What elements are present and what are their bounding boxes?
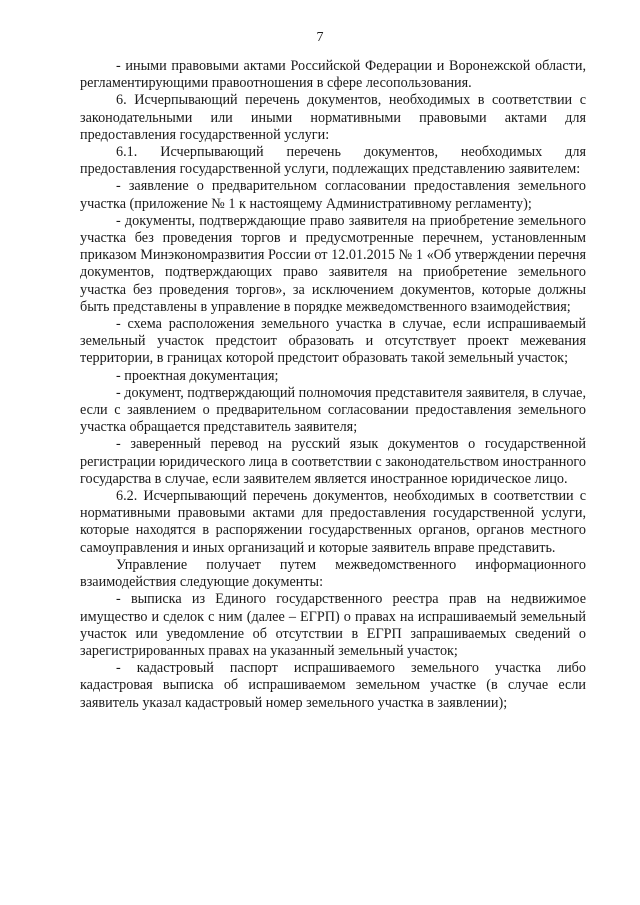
list-item-representative-authority: - документ, подтверждающий полномочия представителя заявителя, в случае, если с заявлением о предварительном согласовании предоставления земельного участка обращается представитель заявителя; xyxy=(80,384,586,436)
list-item-egrp-extract: - выписка из Единого государственного реестра прав на недвижимое имущество и сделок с ним (далее – ЕГРП) о правах на испрашиваемый земельный участок или уведомление об отсутствии в ЕГРП запрашиваемых сведений о зарегистрированных правах на указанный земельный участок; xyxy=(80,591,586,659)
paragraph-section-6-1: 6.1. Исчерпывающий перечень документов, необходимых для предоставления государственной услуги, подлежащих представлению заявителем: xyxy=(80,144,586,178)
list-item-cadastral-passport: - кадастровый паспорт испрашиваемого земельного участка либо кадастровая выписка об испрашиваемом земельном участке (в случае если заявитель указал кадастровый номер земельного участка в заявлении); xyxy=(80,660,586,711)
paragraph-interagency-intro: Управление получает путем межведомственного информационного взаимодействия следующие документы: xyxy=(80,556,586,591)
list-item-application: - заявление о предварительном согласовании предоставления земельного участка (приложение № 1 к настоящему Административному регламенту); xyxy=(80,178,586,212)
paragraph-legal-acts: - иными правовыми актами Российской Федерации и Воронежской области, регламентирующими правоотношения в сфере лесопользования. xyxy=(80,58,586,92)
paragraph-section-6-2: 6.2. Исчерпывающий перечень документов, необходимых в соответствии с нормативными правовыми актами для предоставления государственной услуги, которые находятся в распоряжении государственных органов, органов местного самоуправления и иных организаций и которые заявитель вправе представить. xyxy=(80,488,586,556)
page-number: 7 xyxy=(316,30,324,45)
list-item-certified-translation: - заверенный перевод на русский язык документов о государственной регистрации юридического лица в соответствии с законодательством иностранного государства в случае, если заявителем является иностранное юридическое лицо. xyxy=(80,436,586,487)
document-body xyxy=(80,58,586,712)
list-item-project-documentation: - проектная документация; xyxy=(116,367,279,384)
list-item-site-scheme: - схема расположения земельного участка в случае, если испрашиваемый земельный участок предстоит образовать и отсутствует проект межевания территории, в границах которой предстоит образовать такой земельный участок; xyxy=(80,316,586,367)
list-item-rights-documents: - документы, подтверждающие право заявителя на приобретение земельного участка без проведения торгов и предусмотренные перечнем, установленным приказом Минэкономразвития России от 12.01.2015 № 1 «Об утверждении перечня документов, подтверждающих право заявителя на приобретение земельного участка без проведения торгов», за исключением документов, которые должны быть представлены в управление в порядке межведомственного взаимодействия; xyxy=(80,212,586,315)
paragraph-section-6: 6. Исчерпывающий перечень документов, необходимых в соответствии с законодательными или иными нормативными правовыми актами для предоставления государственной услуги: xyxy=(80,92,586,143)
